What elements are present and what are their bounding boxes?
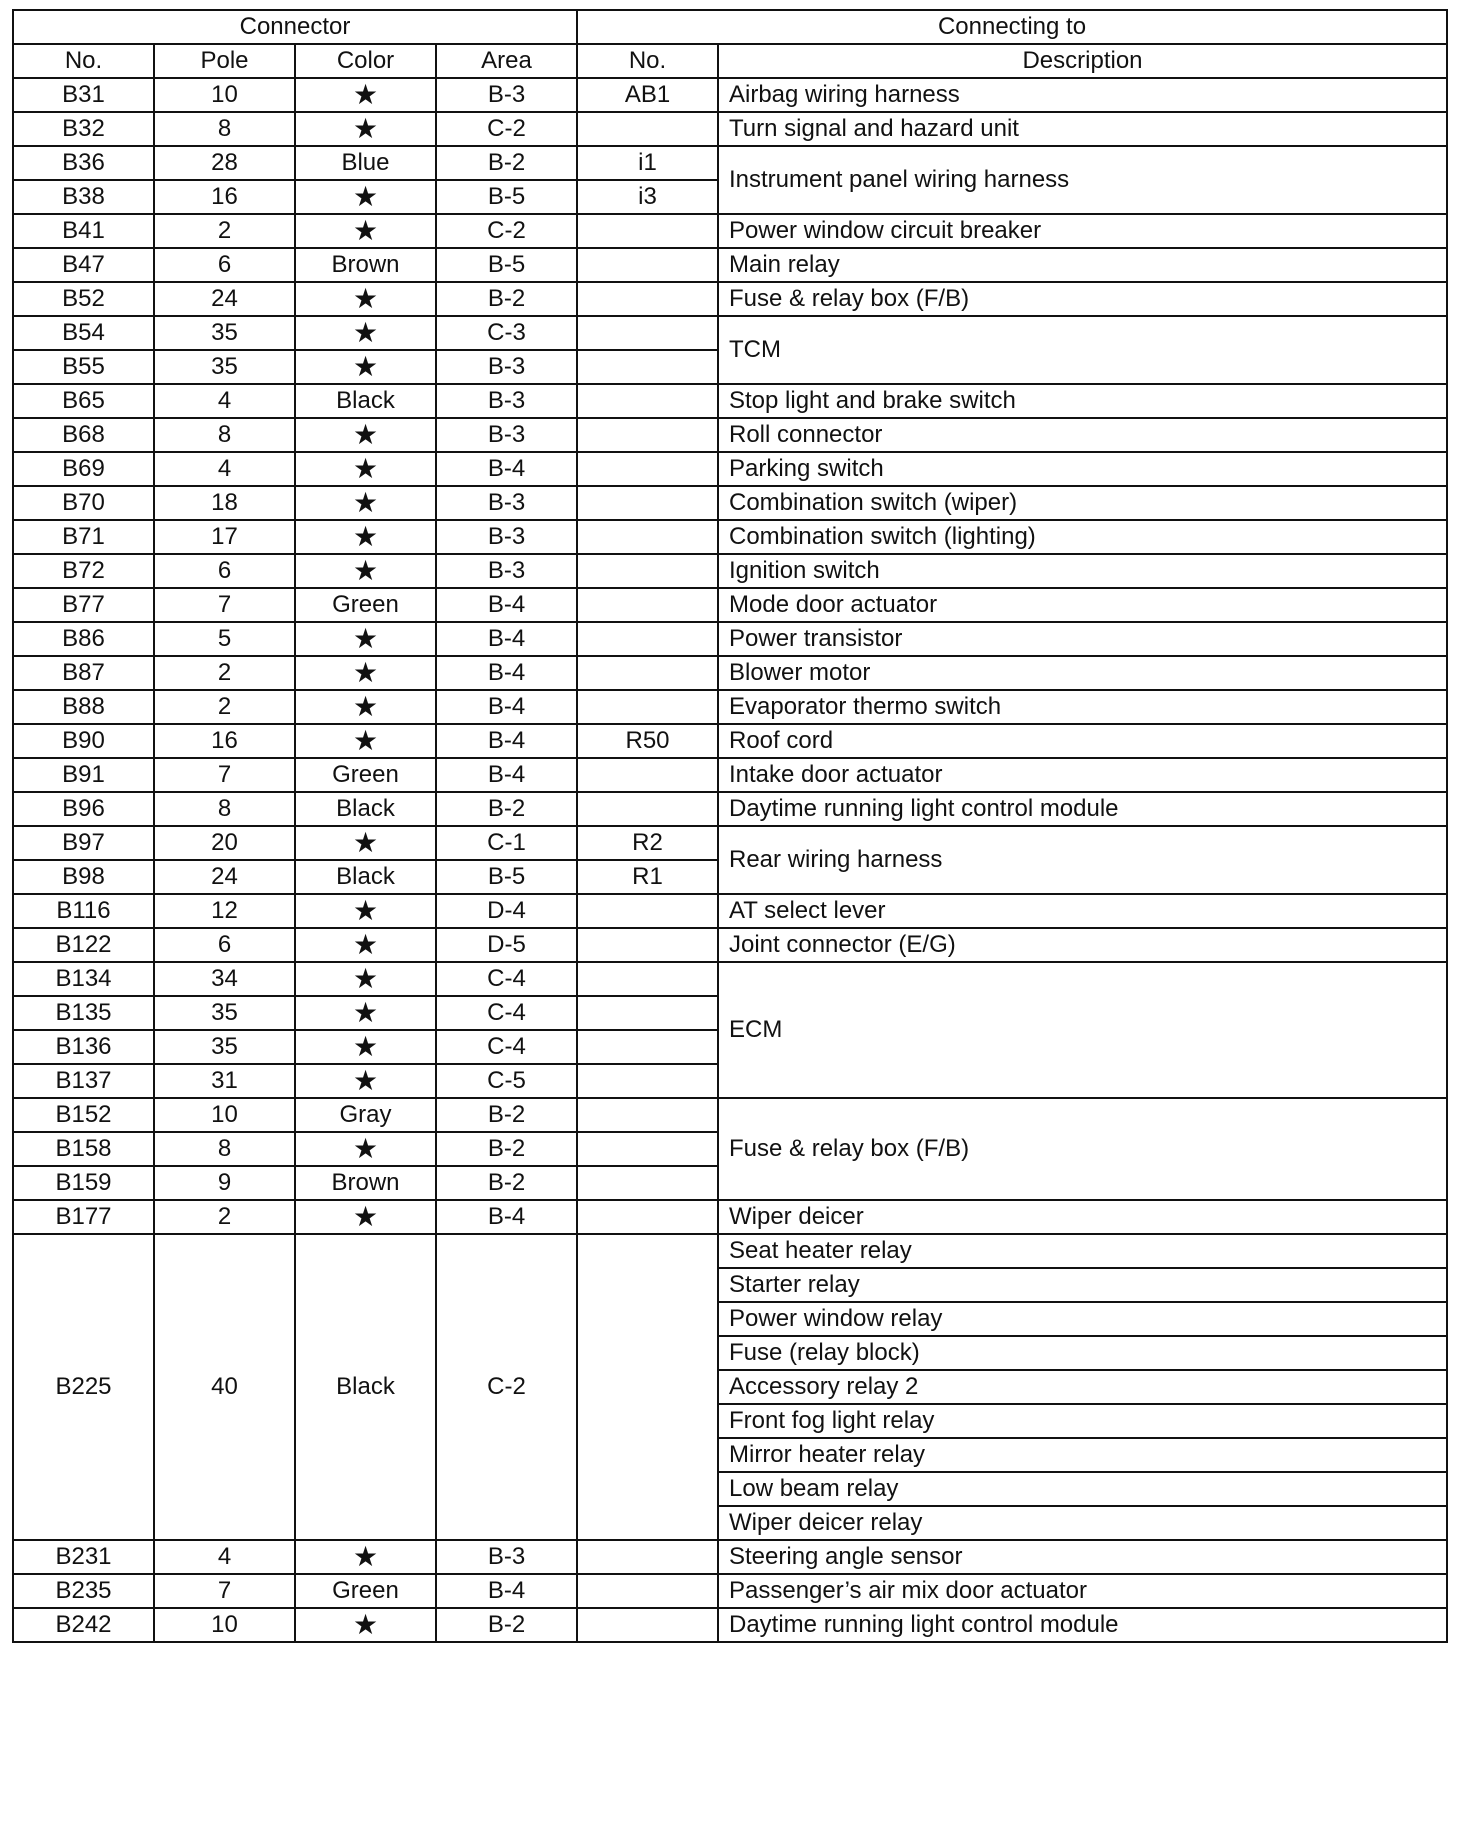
connector-no: B242 [13,1608,154,1642]
grid-area: B-3 [436,78,577,112]
grid-area: B-3 [436,384,577,418]
pole-count: 8 [154,418,295,452]
pole-count: 6 [154,248,295,282]
connector-no: B72 [13,554,154,588]
description: Daytime running light control module [718,1608,1447,1642]
grid-area: B-4 [436,1574,577,1608]
description: Ignition switch [718,554,1447,588]
table-row [13,928,1447,962]
connecting-no [577,1234,718,1540]
connector-no: B71 [13,520,154,554]
connector-no: B47 [13,248,154,282]
pole-count: 4 [154,384,295,418]
connecting-no [577,384,718,418]
connector-color: Green [295,758,436,792]
grid-area: B-4 [436,588,577,622]
description: Combination switch (wiper) [718,486,1447,520]
pole-count: 20 [154,826,295,860]
connecting-no [577,554,718,588]
grid-area: B-5 [436,860,577,894]
col-header-no: No. [13,44,154,78]
connector-no: B97 [13,826,154,860]
connector-no: B36 [13,146,154,180]
grid-area: C-2 [436,112,577,146]
connector-color: ★ [295,486,436,520]
pole-count: 34 [154,962,295,996]
table-row [13,1098,1447,1132]
description: Main relay [718,248,1447,282]
connector-color: ★ [295,520,436,554]
connector-no: B31 [13,78,154,112]
col-header-pole: Pole [154,44,295,78]
table-row [13,316,1447,350]
connector-color: ★ [295,282,436,316]
connector-no: B152 [13,1098,154,1132]
table-row [13,656,1447,690]
connecting-no [577,962,718,996]
connector-no: B96 [13,792,154,826]
pole-count: 24 [154,860,295,894]
connecting-no [577,112,718,146]
table-row [13,520,1447,554]
grid-area: B-2 [436,1132,577,1166]
connecting-no: AB1 [577,78,718,112]
connector-no: B88 [13,690,154,724]
connector-color: ★ [295,1540,436,1574]
connector-no: B177 [13,1200,154,1234]
grid-area: B-4 [436,452,577,486]
grid-area: B-4 [436,724,577,758]
table-row [13,486,1447,520]
description: ECM [718,962,1447,1098]
connector-no: B231 [13,1540,154,1574]
connector-color: ★ [295,554,436,588]
connector-no: B32 [13,112,154,146]
connecting-to-group-header: Connecting to [577,10,1447,44]
connector-no: B55 [13,350,154,384]
grid-area: B-3 [436,350,577,384]
connector-no: B91 [13,758,154,792]
pole-count: 4 [154,1540,295,1574]
description: Instrument panel wiring harness [718,146,1447,214]
connector-color: ★ [295,78,436,112]
pole-count: 7 [154,758,295,792]
table-row [13,112,1447,146]
connector-color: ★ [295,894,436,928]
pole-count: 35 [154,996,295,1030]
connector-no: B52 [13,282,154,316]
connector-no: B70 [13,486,154,520]
description: Front fog light relay [718,1404,1447,1438]
col-header-connecting-no: No. [577,44,718,78]
connector-color: Gray [295,1098,436,1132]
connector-color: ★ [295,1200,436,1234]
description: Joint connector (E/G) [718,928,1447,962]
pole-count: 35 [154,316,295,350]
connecting-no [577,1030,718,1064]
table-row [13,690,1447,724]
pole-count: 8 [154,112,295,146]
description: Wiper deicer relay [718,1506,1447,1540]
grid-area: C-1 [436,826,577,860]
description: Mirror heater relay [718,1438,1447,1472]
grid-area: B-5 [436,180,577,214]
pole-count: 6 [154,554,295,588]
pole-count: 24 [154,282,295,316]
pole-count: 10 [154,1098,295,1132]
description: Blower motor [718,656,1447,690]
connector-no: B158 [13,1132,154,1166]
description: Fuse & relay box (F/B) [718,282,1447,316]
table-row [13,282,1447,316]
connecting-no: R1 [577,860,718,894]
table-row [13,1608,1447,1642]
table-row [13,1234,1447,1268]
grid-area: B-5 [436,248,577,282]
grid-area: B-2 [436,1098,577,1132]
grid-area: C-4 [436,996,577,1030]
description: Mode door actuator [718,588,1447,622]
pole-count: 8 [154,1132,295,1166]
connector-no: B116 [13,894,154,928]
table-row [13,78,1447,112]
description: Fuse & relay box (F/B) [718,1098,1447,1200]
pole-count: 18 [154,486,295,520]
connecting-no [577,1166,718,1200]
grid-area: B-4 [436,758,577,792]
connecting-no [577,282,718,316]
pole-count: 9 [154,1166,295,1200]
connector-color: ★ [295,622,436,656]
connecting-no [577,928,718,962]
connector-color: ★ [295,350,436,384]
connector-no: B122 [13,928,154,962]
connecting-no [577,486,718,520]
grid-area: C-2 [436,1234,577,1540]
description: Passenger’s air mix door actuator [718,1574,1447,1608]
connecting-no [577,758,718,792]
pole-count: 10 [154,78,295,112]
description: Power transistor [718,622,1447,656]
connector-color: ★ [295,962,436,996]
connector-color: Brown [295,1166,436,1200]
description: Roof cord [718,724,1447,758]
connecting-no [577,1574,718,1608]
grid-area: B-3 [436,1540,577,1574]
grid-area: B-2 [436,1166,577,1200]
grid-area: B-3 [436,418,577,452]
connector-color: ★ [295,180,436,214]
pole-count: 35 [154,350,295,384]
connector-no: B235 [13,1574,154,1608]
pole-count: 8 [154,792,295,826]
description: Fuse (relay block) [718,1336,1447,1370]
connector-color: ★ [295,1132,436,1166]
table-row [13,962,1447,996]
table-row [13,792,1447,826]
connector-no: B159 [13,1166,154,1200]
connecting-no [577,248,718,282]
table-row [13,724,1447,758]
grid-area: C-2 [436,214,577,248]
connector-no: B86 [13,622,154,656]
connector-group-header: Connector [13,10,577,44]
connector-color: ★ [295,1030,436,1064]
grid-area: D-4 [436,894,577,928]
pole-count: 28 [154,146,295,180]
connecting-no [577,418,718,452]
connecting-no: i1 [577,146,718,180]
connecting-no [577,316,718,350]
table-row [13,1200,1447,1234]
pole-count: 5 [154,622,295,656]
connector-color: ★ [295,316,436,350]
connector-color: Brown [295,248,436,282]
connector-no: B90 [13,724,154,758]
connecting-no [577,996,718,1030]
connector-no: B38 [13,180,154,214]
grid-area: C-4 [436,1030,577,1064]
connecting-no: i3 [577,180,718,214]
connector-no: B41 [13,214,154,248]
table-row [13,452,1447,486]
grid-area: C-4 [436,962,577,996]
description: Parking switch [718,452,1447,486]
connector-color: ★ [295,996,436,1030]
connector-no: B225 [13,1234,154,1540]
connector-color: ★ [295,214,436,248]
connecting-no [577,690,718,724]
connecting-no [577,656,718,690]
table-row [13,1540,1447,1574]
pole-count: 17 [154,520,295,554]
grid-area: D-5 [436,928,577,962]
grid-area: B-2 [436,282,577,316]
connecting-no [577,1540,718,1574]
pole-count: 6 [154,928,295,962]
pole-count: 10 [154,1608,295,1642]
connector-color: Black [295,860,436,894]
description: Accessory relay 2 [718,1370,1447,1404]
connecting-no [577,588,718,622]
connecting-no: R2 [577,826,718,860]
connector-no: B68 [13,418,154,452]
connector-no: B136 [13,1030,154,1064]
pole-count: 16 [154,180,295,214]
description: Roll connector [718,418,1447,452]
connector-color: ★ [295,452,436,486]
grid-area: B-3 [436,554,577,588]
description: Rear wiring harness [718,826,1447,894]
connector-no: B98 [13,860,154,894]
table-row [13,1574,1447,1608]
group-header-row [13,10,1447,44]
grid-area: B-4 [436,690,577,724]
connector-color: ★ [295,690,436,724]
grid-area: B-4 [436,1200,577,1234]
pole-count: 7 [154,588,295,622]
connecting-no [577,1064,718,1098]
connector-color: ★ [295,656,436,690]
grid-area: C-3 [436,316,577,350]
table-row [13,588,1447,622]
description: Evaporator thermo switch [718,690,1447,724]
connector-color: Green [295,588,436,622]
connector-color: Black [295,792,436,826]
description: Seat heater relay [718,1234,1447,1268]
grid-area: B-2 [436,792,577,826]
connector-color: ★ [295,724,436,758]
pole-count: 16 [154,724,295,758]
grid-area: B-4 [436,622,577,656]
connecting-no [577,792,718,826]
description: Airbag wiring harness [718,78,1447,112]
connector-no: B77 [13,588,154,622]
grid-area: B-4 [436,656,577,690]
connecting-no [577,894,718,928]
connecting-no [577,520,718,554]
grid-area: B-3 [436,486,577,520]
pole-count: 7 [154,1574,295,1608]
description: AT select lever [718,894,1447,928]
grid-area: C-5 [436,1064,577,1098]
connecting-no [577,1608,718,1642]
connecting-no: R50 [577,724,718,758]
connector-color: ★ [295,1608,436,1642]
connector-color: Blue [295,146,436,180]
description: Starter relay [718,1268,1447,1302]
description: Daytime running light control module [718,792,1447,826]
pole-count: 2 [154,214,295,248]
connector-no: B137 [13,1064,154,1098]
connecting-no [577,622,718,656]
connector-color: Black [295,1234,436,1540]
col-header-color: Color [295,44,436,78]
pole-count: 35 [154,1030,295,1064]
connector-table [12,9,1448,1643]
connector-color: Green [295,1574,436,1608]
connector-color: ★ [295,112,436,146]
col-header-description: Description [718,44,1447,78]
col-header-area: Area [436,44,577,78]
connector-no: B135 [13,996,154,1030]
connector-color: ★ [295,826,436,860]
description: Turn signal and hazard unit [718,112,1447,146]
connector-no: B54 [13,316,154,350]
table-row [13,146,1447,180]
connecting-no [577,214,718,248]
description: Steering angle sensor [718,1540,1447,1574]
table-row [13,758,1447,792]
pole-count: 2 [154,1200,295,1234]
connector-color: ★ [295,928,436,962]
connecting-no [577,350,718,384]
description: Wiper deicer [718,1200,1447,1234]
connector-color: Black [295,384,436,418]
connecting-no [577,1200,718,1234]
pole-count: 12 [154,894,295,928]
table-row [13,554,1447,588]
connector-no: B69 [13,452,154,486]
description: Stop light and brake switch [718,384,1447,418]
connector-no: B134 [13,962,154,996]
description: Power window circuit breaker [718,214,1447,248]
table-row [13,826,1447,860]
description: Low beam relay [718,1472,1447,1506]
description: TCM [718,316,1447,384]
table-row [13,214,1447,248]
connector-no: B65 [13,384,154,418]
description: Combination switch (lighting) [718,520,1447,554]
table-row [13,248,1447,282]
pole-count: 2 [154,656,295,690]
column-header-row [13,44,1447,78]
connecting-no [577,452,718,486]
description: Intake door actuator [718,758,1447,792]
grid-area: B-2 [436,1608,577,1642]
pole-count: 31 [154,1064,295,1098]
pole-count: 40 [154,1234,295,1540]
description: Power window relay [718,1302,1447,1336]
table-row [13,384,1447,418]
grid-area: B-2 [436,146,577,180]
table-row [13,894,1447,928]
pole-count: 2 [154,690,295,724]
connector-no: B87 [13,656,154,690]
connecting-no [577,1098,718,1132]
table-row [13,622,1447,656]
connecting-no [577,1132,718,1166]
pole-count: 4 [154,452,295,486]
connector-color: ★ [295,418,436,452]
connector-color: ★ [295,1064,436,1098]
grid-area: B-3 [436,520,577,554]
table-row [13,418,1447,452]
